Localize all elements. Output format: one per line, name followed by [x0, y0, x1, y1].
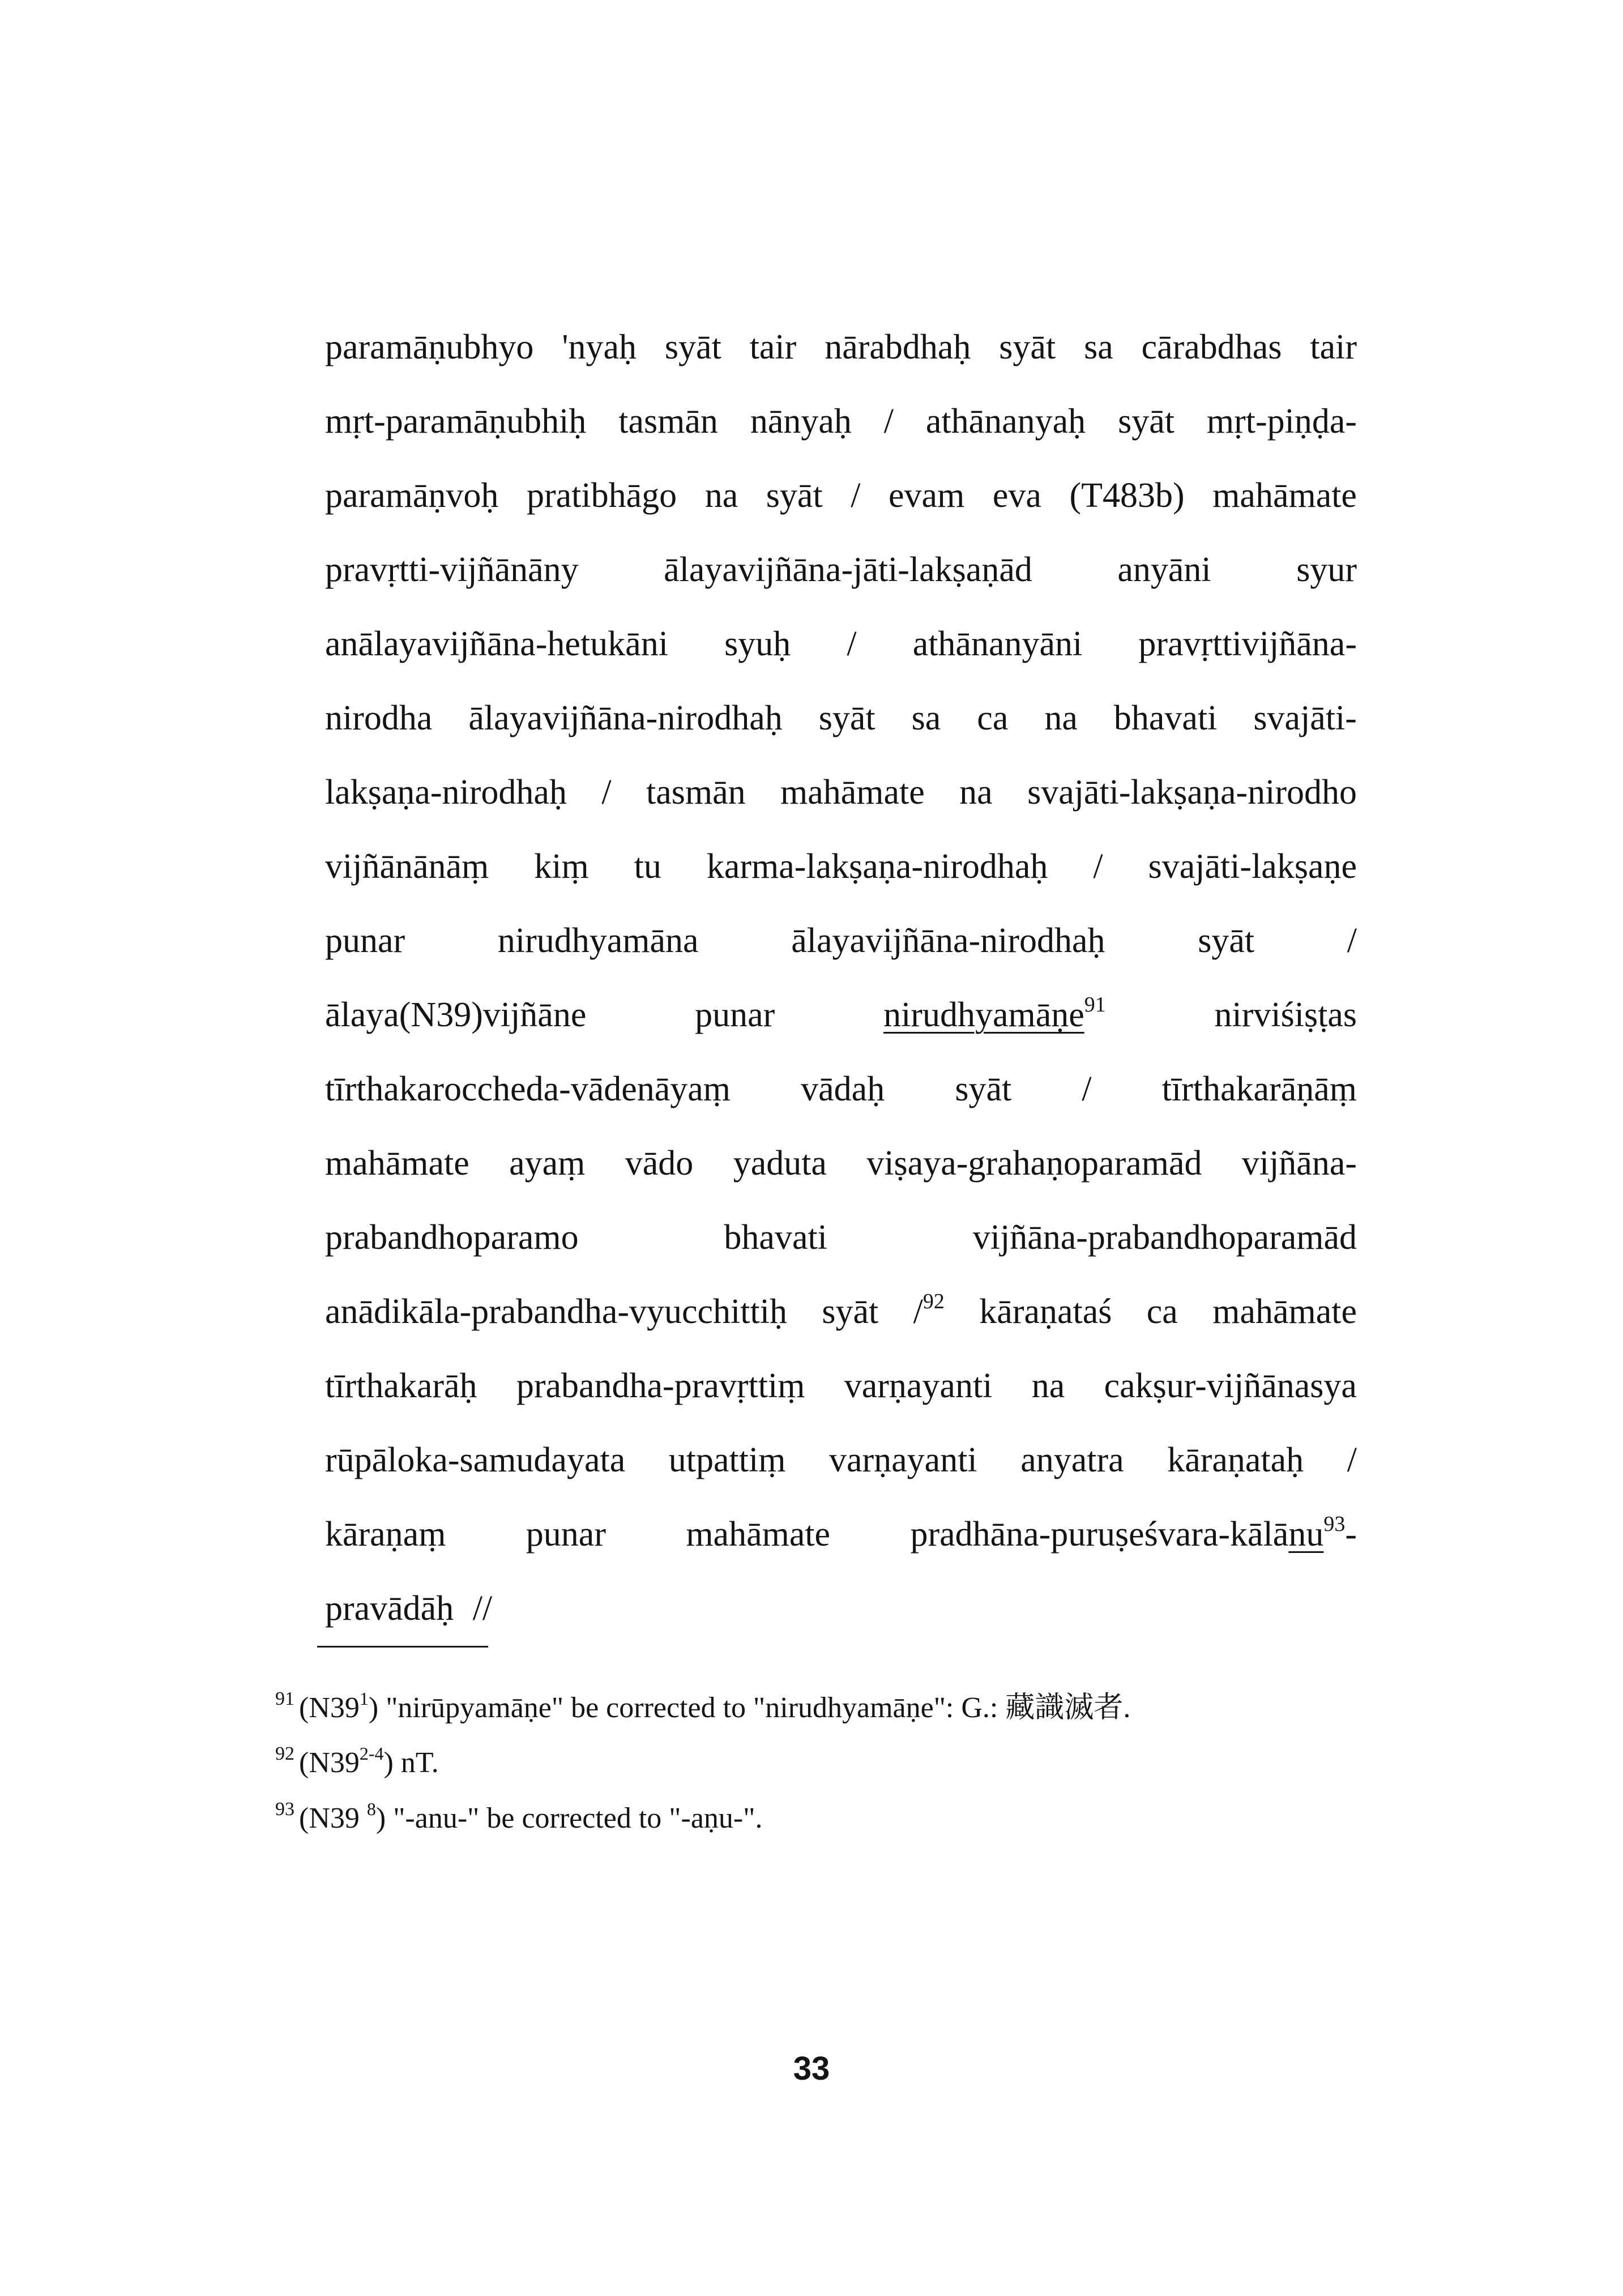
word: anālayavijñāna-hetukāni — [325, 625, 668, 663]
word: pravṛttivijñāna- — [1138, 625, 1357, 663]
word: ca — [1146, 1292, 1178, 1331]
footnote-text: ) "nirūpyamāṇe" be corrected to "nirudhyamāṇe": G.: — [368, 1692, 1006, 1724]
text-line-7 — [325, 756, 1357, 830]
word: kiṃ — [534, 847, 589, 886]
word: pratibhāgo — [527, 476, 677, 515]
text-line-12 — [325, 1126, 1357, 1201]
text-line-18 — [325, 1572, 1357, 1646]
word: / — [847, 625, 857, 663]
word-with-footnote — [913, 1275, 945, 1349]
word: / — [1093, 847, 1103, 886]
word: varṇayanti — [829, 1441, 977, 1479]
footnote-end: . — [1123, 1692, 1131, 1724]
word: anādikāla-prabandha-vyucchittiḥ — [325, 1292, 787, 1331]
footnote-ref-sup: 1 — [359, 1688, 369, 1709]
sanskrit-body-text — [325, 310, 1357, 1646]
underlined-word: nirudhyamāṇe — [883, 996, 1084, 1034]
word: syāt — [818, 699, 875, 737]
word: ca — [977, 699, 1009, 737]
slash: / — [913, 1292, 923, 1331]
word: mahāmate — [1212, 1292, 1357, 1331]
word: prabandha-pravṛttiṃ — [516, 1367, 805, 1405]
word: rūpāloka-samudayata — [325, 1441, 626, 1479]
word: svajāti-lakṣaṇa-nirodho — [1027, 773, 1357, 812]
footnote-number: 93 — [275, 1798, 294, 1820]
word: nārabdhaḥ — [825, 328, 971, 366]
footnote-92 — [275, 1735, 1351, 1791]
word: syuḥ — [724, 625, 791, 663]
footnote-ref-open: (N39 — [299, 1802, 367, 1834]
word: athānanyāni — [912, 625, 1083, 663]
word: punar — [526, 1515, 606, 1554]
text-line-6 — [325, 681, 1357, 756]
text-line-11 — [325, 1052, 1357, 1126]
word: paramāṇubhyo — [325, 328, 534, 366]
word: vādo — [625, 1144, 694, 1183]
text-line-16 — [325, 1423, 1357, 1497]
text-line-9 — [325, 904, 1357, 978]
word: kāraṇataś — [979, 1292, 1112, 1331]
footnote-text: ) nT. — [383, 1747, 439, 1779]
footnote-93 — [275, 1791, 1351, 1846]
word: svajāti-lakṣaṇe — [1148, 847, 1357, 886]
word-with-footnote — [883, 978, 1106, 1052]
word: tīrthakarāṇāṃ — [1161, 1070, 1357, 1108]
hyphen: - — [1345, 1515, 1357, 1554]
footnote-text: ) "-anu-" be corrected to "-aṇu-". — [375, 1802, 763, 1834]
word: / — [883, 402, 894, 441]
word: eva — [992, 476, 1041, 515]
word: yaduta — [733, 1144, 827, 1183]
word: vijñāna-prabandhoparamād — [972, 1218, 1357, 1257]
footnote-number: 92 — [275, 1743, 294, 1764]
word: evam — [889, 476, 965, 515]
word: karma-lakṣaṇa-nirodhaḥ — [706, 847, 1048, 886]
text-line-15 — [325, 1349, 1357, 1423]
text-line-5 — [325, 607, 1357, 681]
word: mahāmate — [780, 773, 925, 812]
word: varṇayanti — [844, 1367, 993, 1405]
footnote-reference-92[interactable]: 92 — [922, 1290, 945, 1314]
word: syāt — [822, 1292, 879, 1331]
word: utpattiṃ — [668, 1441, 786, 1479]
word: tīrthakarāḥ — [325, 1367, 477, 1405]
compound-word: pradhāna-puruṣeśvara-kālā — [910, 1515, 1289, 1554]
word: lakṣaṇa-nirodhaḥ — [325, 773, 567, 812]
footnote-ref-sup: 2-4 — [359, 1743, 384, 1764]
footnote-reference-91[interactable]: 91 — [1084, 993, 1106, 1017]
footnote-ref-open: (N39 — [299, 1747, 360, 1779]
word: mahāmate — [686, 1515, 831, 1554]
footnote-reference-93[interactable]: 93 — [1323, 1512, 1346, 1537]
word: // — [472, 1589, 493, 1628]
word: vijñānānāṃ — [325, 847, 489, 886]
word: prabandhoparamo — [325, 1218, 579, 1257]
word: nirviśiṣṭas — [1214, 996, 1357, 1034]
word: kāraṇataḥ — [1167, 1441, 1304, 1479]
page-number: 33 — [793, 2050, 830, 2087]
word: punar — [695, 996, 775, 1034]
footnotes — [275, 1680, 1351, 1846]
footnote-number: 91 — [275, 1688, 294, 1709]
word: paramāṇvoḥ — [325, 476, 499, 515]
word: na — [959, 773, 993, 812]
word: / — [601, 773, 612, 812]
word: pravādāḥ — [325, 1589, 454, 1628]
word: na — [704, 476, 738, 515]
word: pravṛtti-vijñānāny — [325, 550, 579, 589]
footnote-ref-sup: 8 — [366, 1798, 376, 1819]
word: bhavati — [1113, 699, 1218, 737]
text-line-1 — [325, 310, 1357, 385]
footnote-91 — [275, 1680, 1351, 1735]
word: cakṣur-vijñānasya — [1104, 1367, 1357, 1405]
word: / — [1347, 921, 1357, 960]
word: syāt — [766, 476, 823, 515]
text-line-13 — [325, 1201, 1357, 1275]
word: / — [1082, 1070, 1092, 1108]
word: syāt — [1198, 921, 1255, 960]
word: ālayavijñāna-jāti-lakṣaṇād — [664, 550, 1032, 589]
word: (T483b) — [1069, 476, 1185, 515]
word: cārabdhas — [1141, 328, 1282, 366]
footnote-chinese-text: 藏識滅者 — [1005, 1691, 1124, 1725]
word: svajāti- — [1253, 699, 1357, 737]
word: anyatra — [1020, 1441, 1124, 1479]
text-line-10 — [325, 978, 1357, 1052]
word: syāt — [999, 328, 1056, 366]
word-with-footnote — [910, 1497, 1357, 1572]
word: ālayavijñāna-nirodhaḥ — [468, 699, 783, 737]
word: syāt — [955, 1070, 1012, 1108]
text-line-17 — [325, 1497, 1357, 1572]
word: tasmān — [646, 773, 746, 812]
word: viṣaya-grahaṇoparamād — [866, 1144, 1202, 1183]
word: tu — [634, 847, 661, 886]
word: / — [851, 476, 861, 515]
word: mahāmate — [1212, 476, 1357, 515]
word: na — [1044, 699, 1078, 737]
word: tair — [749, 328, 797, 366]
word: mahāmate — [325, 1144, 469, 1183]
footnote-separator-rule — [317, 1646, 488, 1648]
word: kāraṇaṃ — [325, 1515, 446, 1554]
word: vādaḥ — [801, 1070, 885, 1108]
text-line-2 — [325, 385, 1357, 459]
word: nirudhyamāna — [497, 921, 699, 960]
text-line-3 — [325, 459, 1357, 533]
word: mṛt-piṇḍa- — [1206, 402, 1357, 441]
word: athānanyaḥ — [925, 402, 1086, 441]
text-line-8 — [325, 830, 1357, 904]
text-line-4 — [325, 533, 1357, 607]
word: sa — [1084, 328, 1113, 366]
word: vijñāna- — [1241, 1144, 1357, 1183]
word: ālayavijñāna-nirodhaḥ — [791, 921, 1105, 960]
word: bhavati — [724, 1218, 827, 1257]
word: ayaṃ — [509, 1144, 586, 1183]
word: syāt — [1118, 402, 1174, 441]
word: tair — [1310, 328, 1357, 366]
word: ālaya(N39)vijñāne — [325, 996, 587, 1034]
text-line-14 — [325, 1275, 1357, 1349]
word: punar — [325, 921, 405, 960]
word: tīrthakaroccheda-vādenāyaṃ — [325, 1070, 731, 1108]
word: sa — [911, 699, 941, 737]
word: tasmān — [618, 402, 718, 441]
footnote-ref-open: (N39 — [299, 1692, 360, 1724]
word: nānyaḥ — [750, 402, 852, 441]
underlined-syllable: nu — [1288, 1515, 1324, 1554]
word: syāt — [664, 328, 721, 366]
word: 'nyaḥ — [562, 328, 637, 366]
word: nirodha — [325, 699, 433, 737]
word: mṛt-paramāṇubhiḥ — [325, 402, 587, 441]
word: syur — [1296, 550, 1357, 589]
word: na — [1031, 1367, 1065, 1405]
word: anyāni — [1117, 550, 1211, 589]
word: / — [1347, 1441, 1357, 1479]
